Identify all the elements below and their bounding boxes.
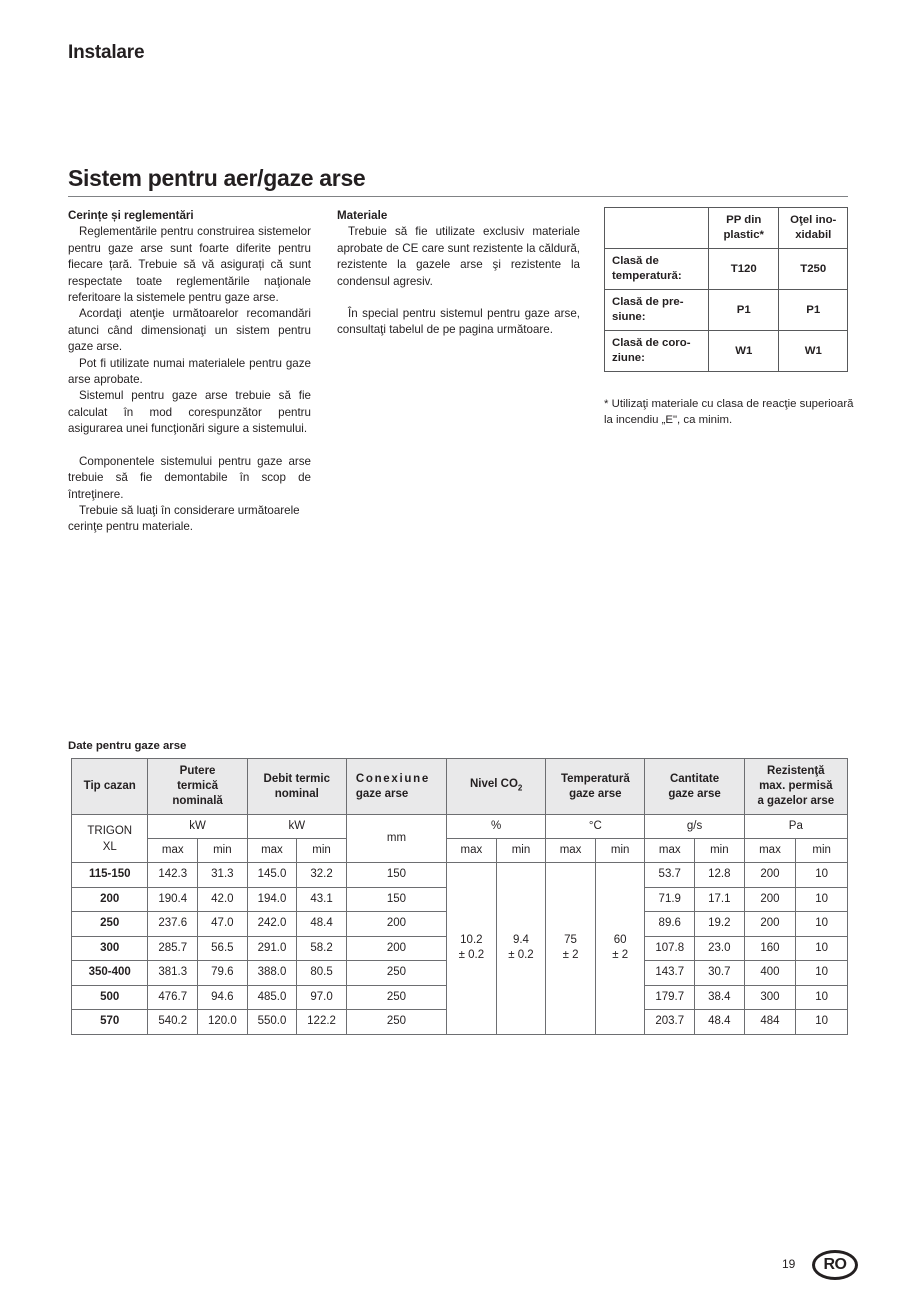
left-column-spacer [68, 438, 311, 454]
row-type-4: 350-400 [72, 961, 148, 986]
minmax-co2-max: max [447, 839, 497, 863]
row-res-max-3: 160 [744, 936, 796, 961]
header-cantitate-gaze-arse [645, 759, 744, 815]
middle-column-paragraph-2: În special pentru sistemul pentru gaze arse, consultaţi tabelul de pe pagina următoare. [337, 307, 580, 337]
header-nivel-co2-text: Nivel CO [469, 778, 518, 791]
header-debit-line1: Debit termic [263, 772, 330, 785]
minmax-co2-min: min [496, 839, 546, 863]
row-res-min-4: 10 [796, 961, 848, 986]
material-row-label-pressure-line2: siune: [612, 311, 646, 323]
table-row [605, 290, 848, 331]
header-rezistenta-line1: Rezistenţă [767, 765, 825, 777]
row-type-6: 570 [72, 1010, 148, 1035]
middle-column-paragraph-1: Trebuie să fie utilizate exclusiv materiale aprobate de CE care sunt rezistente la căldură, rezistente la gazele arse şi rezistente la condensul agresiv. [337, 225, 580, 288]
row-heat-min-5: 97.0 [297, 985, 347, 1010]
series-label-line2: XL [102, 840, 117, 853]
material-col-header-pp-line2: plastic* [723, 229, 764, 241]
header-debit-termic-nominal [247, 759, 346, 815]
row-power-min-6: 120.0 [198, 1010, 248, 1035]
material-col-header-steel-line1: Oţel ino- [790, 214, 837, 226]
material-row-label-corrosion-line1: Clasă de coro- [612, 337, 691, 349]
row-res-min-0: 10 [796, 863, 848, 888]
minmax-debit-min: min [297, 839, 347, 863]
row-res-max-1: 200 [744, 887, 796, 912]
row-qty-min-4: 30.7 [695, 961, 745, 986]
row-qty-max-6: 203.7 [645, 1010, 695, 1035]
row-qty-min-2: 19.2 [695, 912, 745, 937]
merged-temp-min [595, 863, 645, 1035]
row-qty-min-6: 48.4 [695, 1010, 745, 1035]
middle-column [337, 208, 580, 339]
row-res-min-2: 10 [796, 912, 848, 937]
row-qty-max-0: 53.7 [645, 863, 695, 888]
row-qty-min-1: 17.1 [695, 887, 745, 912]
row-connection-3: 200 [346, 936, 446, 961]
unit-debit: kW [247, 815, 346, 839]
row-qty-min-5: 38.4 [695, 985, 745, 1010]
merged-temp-min-line1: 60 [613, 934, 627, 947]
material-row-label-temperature [605, 249, 709, 290]
row-power-min-5: 94.6 [198, 985, 248, 1010]
row-connection-2: 200 [346, 912, 446, 937]
section-title: Sistem pentru aer/gaze arse [68, 165, 366, 191]
material-col-header-steel-line2: xidabil [795, 229, 832, 241]
row-heat-max-4: 388.0 [247, 961, 297, 986]
unit-putere: kW [148, 815, 247, 839]
row-res-min-1: 10 [796, 887, 848, 912]
table-row [605, 249, 848, 290]
merged-temp-max [546, 863, 596, 1035]
header-cantitate-line1: Cantitate [669, 772, 720, 785]
left-column-paragraph-5: Componentele sistemului pentru gaze arse trebuie să fie demontabile în scop de întreţinere. [68, 454, 311, 501]
row-qty-max-3: 107.8 [645, 936, 695, 961]
minmax-temperatura-max: max [546, 839, 596, 863]
material-value-temperature-steel: T250 [779, 249, 848, 290]
minmax-cantitate-max: max [645, 839, 695, 863]
row-power-max-1: 190.4 [148, 887, 198, 912]
material-table-footnote: * Utilizaţi materiale cu clasa de reacţie superioară la incendiu „E", ca minim. [604, 398, 854, 427]
row-res-min-5: 10 [796, 985, 848, 1010]
row-power-min-4: 79.6 [198, 961, 248, 986]
row-connection-5: 250 [346, 985, 446, 1010]
merged-co2-min-line1: 9.4 [512, 934, 529, 947]
header-temperatura-line1: Temperatură [560, 772, 630, 785]
header-conexiune-line2: gaze arse [355, 787, 409, 800]
merged-co2-min-line2: ± 0.2 [508, 949, 534, 962]
row-power-min-1: 42.0 [198, 887, 248, 912]
material-table-col-header-steel [779, 208, 848, 249]
header-nivel-co2-subscript: 2 [517, 783, 523, 793]
minmax-putere-min: min [198, 839, 248, 863]
page-number: 19 [782, 1257, 796, 1271]
row-power-min-0: 31.3 [198, 863, 248, 888]
merged-temp-max-line2: ± 2 [562, 949, 579, 962]
header-temperatura-line2: gaze arse [569, 787, 622, 800]
row-power-max-6: 540.2 [148, 1010, 198, 1035]
middle-column-heading: Materiale [337, 209, 388, 222]
unit-conexiune: mm [346, 815, 446, 863]
row-type-2: 250 [72, 912, 148, 937]
material-class-table [604, 207, 848, 372]
left-column-paragraph-2: Acordaţi atenţie următoarelor recomandări atunci când dimensionaţi un sistem pentru gaze arse. [68, 307, 311, 354]
header-putere-line1: Putere [179, 765, 216, 777]
row-power-min-2: 47.0 [198, 912, 248, 937]
row-res-max-5: 300 [744, 985, 796, 1010]
material-col-header-pp-line1: PP din [726, 214, 762, 226]
left-column-heading: Cerințe și reglementări [68, 209, 194, 222]
row-heat-max-1: 194.0 [247, 887, 297, 912]
unit-nivel-co2: % [447, 815, 546, 839]
material-row-label-corrosion-line2: ziune: [612, 352, 645, 364]
left-column-paragraph-3: Pot fi utilizate numai materialele pentru gaze arse aprobate. [68, 356, 311, 387]
data-table-units-row [72, 815, 848, 839]
data-table-caption: Date pentru gaze arse [68, 740, 187, 752]
row-heat-max-0: 145.0 [247, 863, 297, 888]
middle-column-spacer [337, 290, 580, 306]
row-res-max-0: 200 [744, 863, 796, 888]
minmax-rezistenta-min: min [796, 839, 848, 863]
series-label-line1: TRIGON [87, 824, 133, 837]
material-table-header-row [605, 208, 848, 249]
material-value-temperature-pp: T120 [709, 249, 779, 290]
data-table-header-row [72, 759, 848, 815]
language-badge-ro: RO [812, 1250, 858, 1280]
material-value-corrosion-pp: W1 [709, 331, 779, 372]
row-type-1: 200 [72, 887, 148, 912]
row-power-max-3: 285.7 [148, 936, 198, 961]
header-putere-line3: nominală [172, 795, 223, 807]
header-nivel-co2 [447, 759, 546, 815]
row-connection-1: 150 [346, 887, 446, 912]
row-heat-max-5: 485.0 [247, 985, 297, 1010]
row-power-min-3: 56.5 [198, 936, 248, 961]
row-qty-min-3: 23.0 [695, 936, 745, 961]
material-row-label-pressure [605, 290, 709, 331]
merged-co2-max-line1: 10.2 [460, 934, 483, 947]
row-res-max-4: 400 [744, 961, 796, 986]
header-temperatura-gaze-arse [546, 759, 645, 815]
left-column-paragraph-4: Sistemul pentru gaze arse trebuie să fie calculat în mod corespunzător pentru asigurarea unei funcţionări sigure a sistemului. [68, 389, 311, 436]
header-rezistenta-max-permisa [744, 759, 847, 815]
material-table-col-header-pp [709, 208, 779, 249]
table-row [605, 331, 848, 372]
merged-temp-max-line1: 75 [564, 934, 577, 947]
left-column-paragraph-6: Trebuie să luaţi în considerare următoarele cerinţe pentru materiale. [68, 503, 300, 534]
row-heat-min-2: 48.4 [297, 912, 347, 937]
row-qty-max-2: 89.6 [645, 912, 695, 937]
minmax-temperatura-min: min [595, 839, 645, 863]
row-res-min-6: 10 [796, 1010, 848, 1035]
merged-co2-max [447, 863, 497, 1035]
row-connection-6: 250 [346, 1010, 446, 1035]
header-conexiune-line1: Conexiune [355, 772, 430, 785]
header-tip-cazan: Tip cazan [72, 759, 148, 815]
row-power-max-5: 476.7 [148, 985, 198, 1010]
table-row [72, 863, 848, 888]
row-res-min-3: 10 [796, 936, 848, 961]
row-heat-min-3: 58.2 [297, 936, 347, 961]
row-heat-min-4: 80.5 [297, 961, 347, 986]
left-column [68, 208, 311, 536]
row-heat-max-3: 291.0 [247, 936, 297, 961]
material-value-pressure-steel: P1 [779, 290, 848, 331]
row-power-max-0: 142.3 [148, 863, 198, 888]
header-rezistenta-line3: a gazelor arse [757, 795, 835, 807]
row-qty-min-0: 12.8 [695, 863, 745, 888]
row-qty-max-4: 143.7 [645, 961, 695, 986]
material-value-pressure-pp: P1 [709, 290, 779, 331]
header-debit-line2: nominal [274, 787, 319, 800]
section-title-rule [68, 196, 848, 197]
merged-co2-min [496, 863, 546, 1035]
row-type-0: 115-150 [72, 863, 148, 888]
row-power-max-2: 237.6 [148, 912, 198, 937]
row-connection-4: 250 [346, 961, 446, 986]
material-value-corrosion-steel: W1 [779, 331, 848, 372]
data-table-minmax-row [72, 839, 848, 863]
row-qty-max-5: 179.7 [645, 985, 695, 1010]
row-res-max-2: 200 [744, 912, 796, 937]
unit-rezistenta: Pa [744, 815, 847, 839]
series-label-trigon-xl [72, 815, 148, 863]
header-putere-line2: termică [177, 780, 219, 792]
header-conexiune-gaze-arse [346, 759, 446, 815]
header-putere-termica-nominala [148, 759, 247, 815]
material-row-label-temperature-line1: Clasă de [612, 255, 659, 267]
row-heat-min-6: 122.2 [297, 1010, 347, 1035]
header-rezistenta-line2: max. permisă [759, 780, 833, 792]
unit-temperatura: °C [546, 815, 645, 839]
header-cantitate-line2: gaze arse [668, 787, 721, 800]
row-power-max-4: 381.3 [148, 961, 198, 986]
merged-temp-min-line2: ± 2 [612, 949, 629, 962]
left-column-paragraph-1: Reglementările pentru construirea sistemelor pentru gaze arse sunt foarte diferite pentru fiecare țară. Trebuie să vă asigurați că sunt respectate toate reglementările naţionale referitoare la sistemele pentru gaze arse. [68, 225, 311, 305]
row-type-5: 500 [72, 985, 148, 1010]
material-row-label-pressure-line1: Clasă de pre- [612, 296, 684, 308]
running-head: Instalare [68, 42, 145, 63]
flue-gas-data-table [71, 758, 848, 1035]
material-row-label-temperature-line2: temperatură: [612, 270, 682, 282]
merged-co2-max-line2: ± 0.2 [458, 949, 485, 962]
row-res-max-6: 484 [744, 1010, 796, 1035]
row-qty-max-1: 71.9 [645, 887, 695, 912]
material-table-corner-cell [605, 208, 709, 249]
row-connection-0: 150 [346, 863, 446, 888]
minmax-rezistenta-max: max [744, 839, 796, 863]
minmax-putere-max: max [148, 839, 198, 863]
row-heat-min-0: 32.2 [297, 863, 347, 888]
unit-cantitate: g/s [645, 815, 744, 839]
row-heat-max-2: 242.0 [247, 912, 297, 937]
row-heat-min-1: 43.1 [297, 887, 347, 912]
minmax-debit-max: max [247, 839, 297, 863]
row-type-3: 300 [72, 936, 148, 961]
minmax-cantitate-min: min [695, 839, 745, 863]
material-row-label-corrosion [605, 331, 709, 372]
row-heat-max-6: 550.0 [247, 1010, 297, 1035]
